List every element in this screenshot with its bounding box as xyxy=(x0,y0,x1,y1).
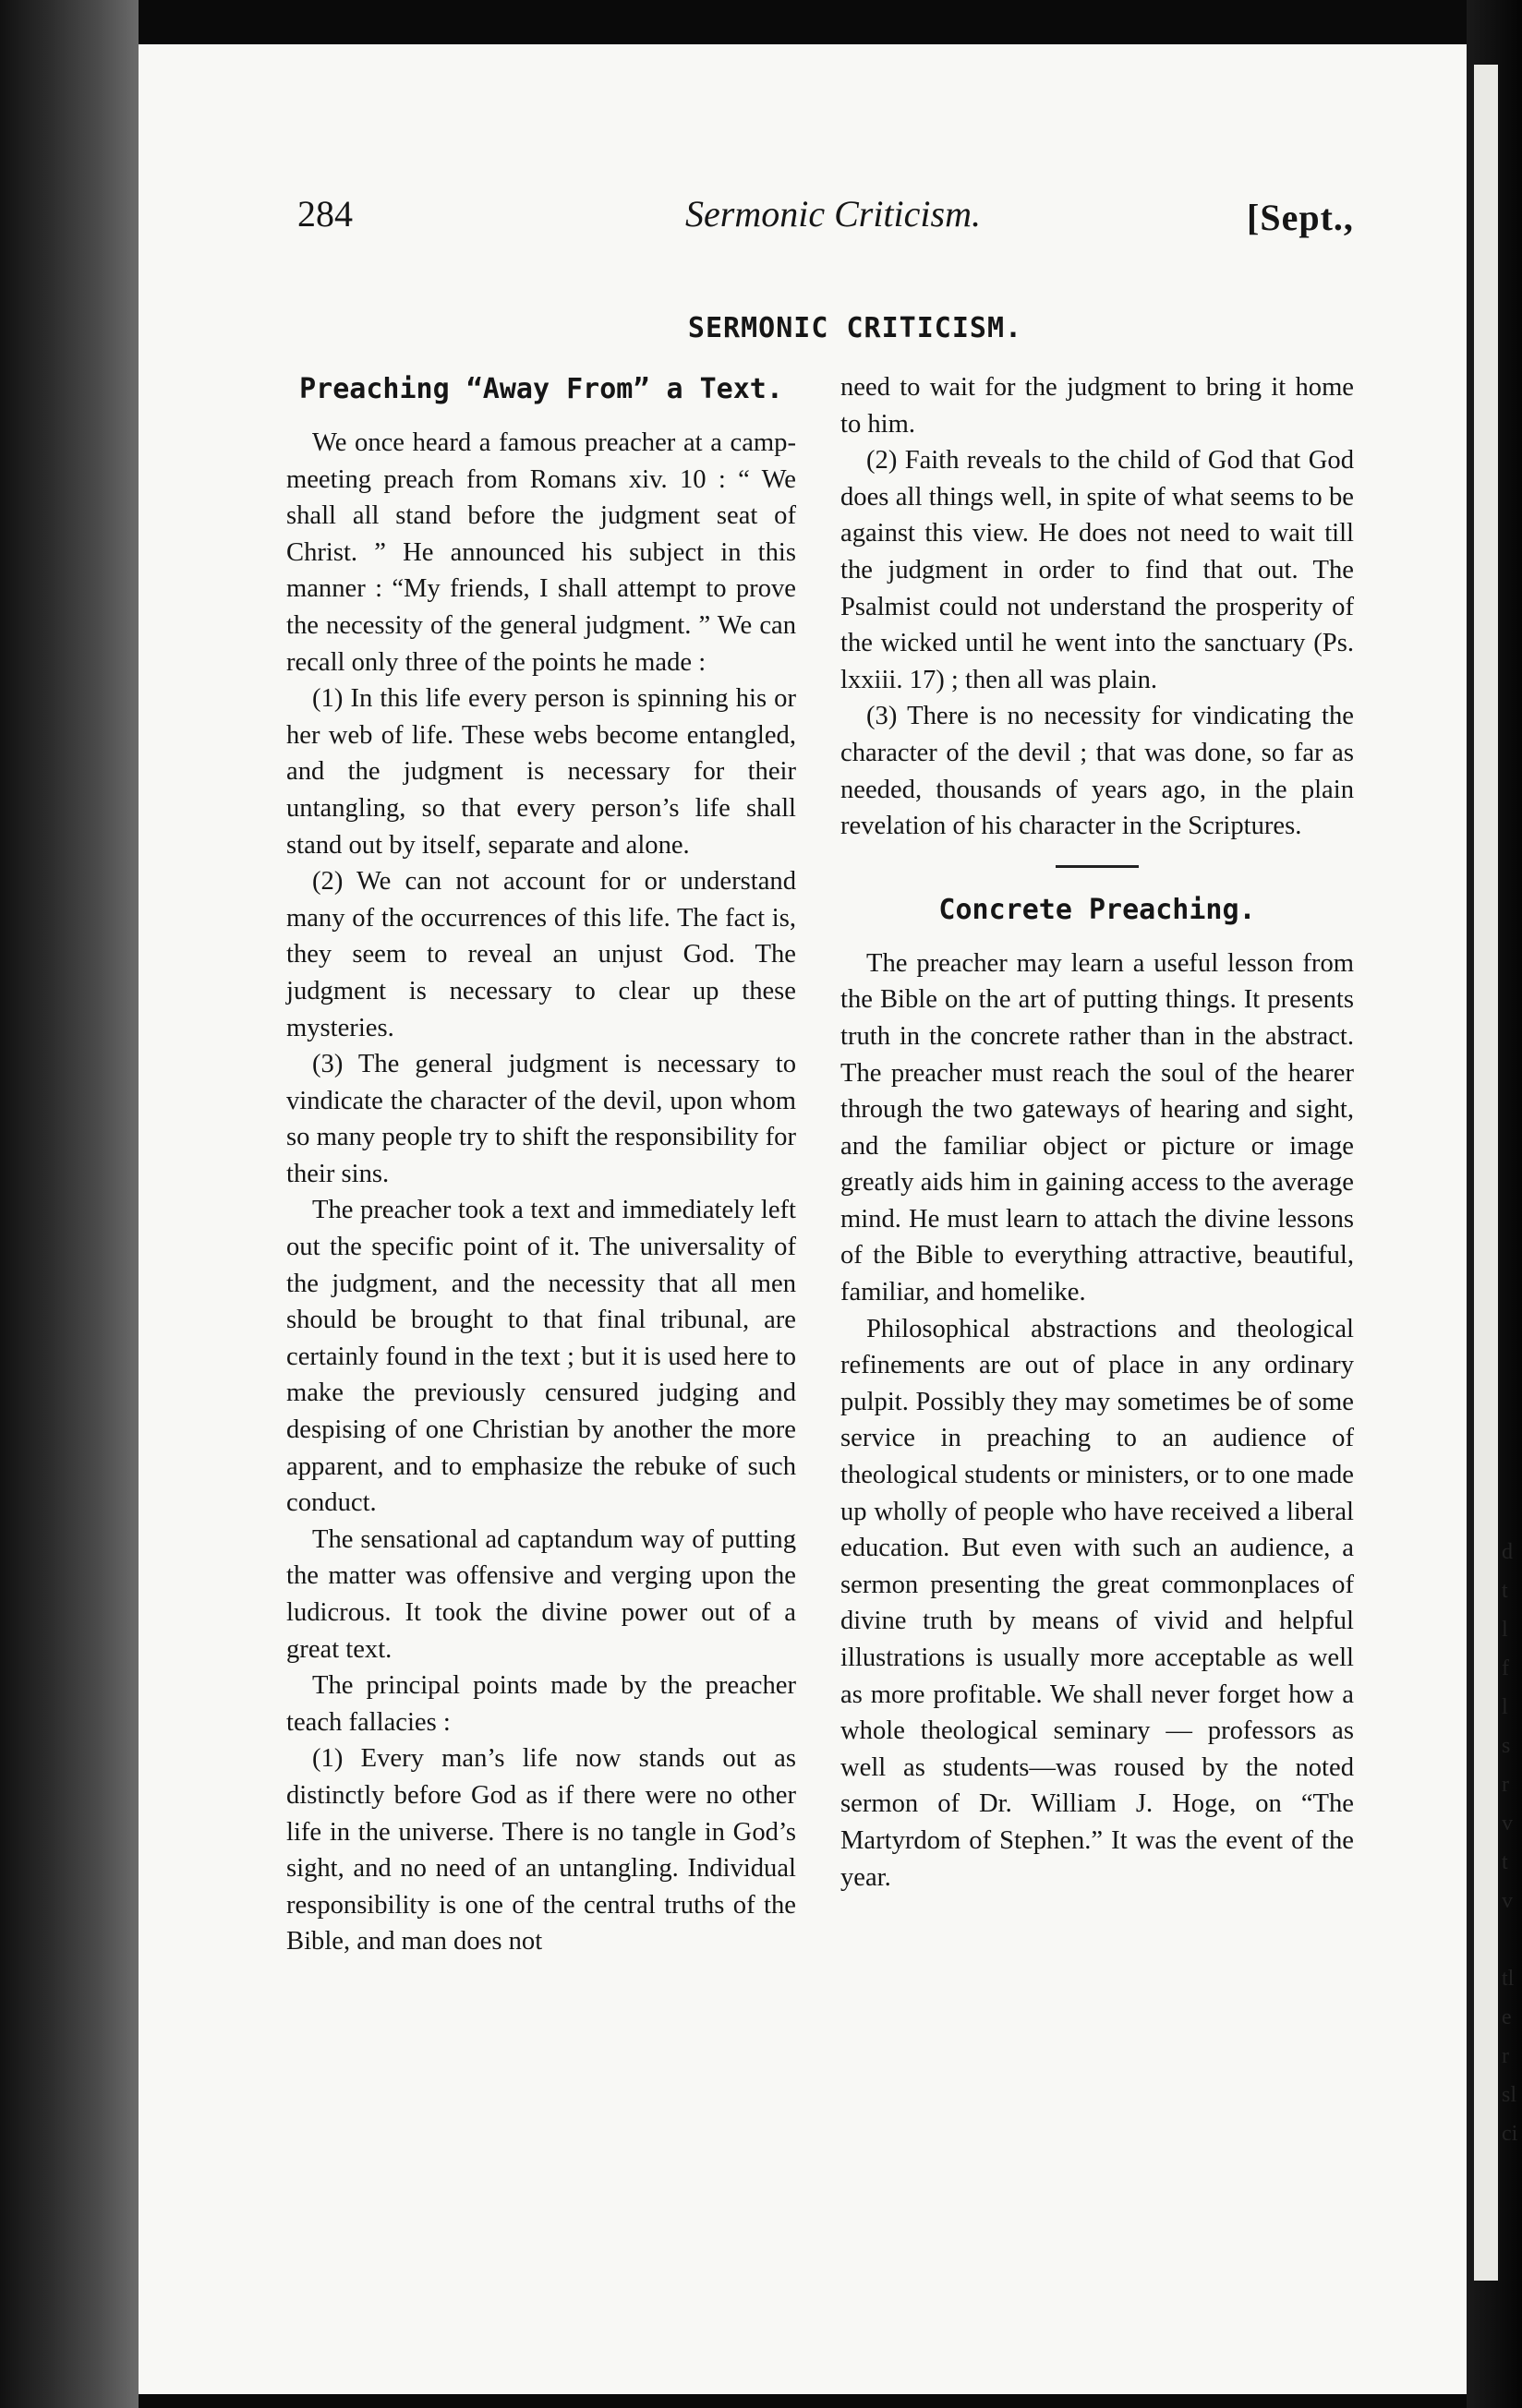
column-right xyxy=(840,369,1354,1896)
edge-fragment: t xyxy=(1502,1579,1508,1603)
section-divider xyxy=(1056,865,1139,868)
scan-left-margin xyxy=(0,0,139,2408)
paragraph: (3) The general judgment is necessary to vindicate the character of the devil, upon whom so many people try to shift the responsibility for their sins. xyxy=(286,1050,796,1188)
page-sheet xyxy=(139,44,1467,2394)
running-month: [Sept., xyxy=(1247,197,1354,238)
paragraph: The preacher may learn a useful lesson from the Bible on the art of putting things. It presents truth in the concrete rather than in the abstract. The preacher must reach the soul of the hearer through the two gateways of hearing and sight, and the familiar object or picture or image greatly aids him in gaining access to the average mind. He must learn to attach the divine lessons of the Bible to everything attractive, beautiful, familiar, and homelike. xyxy=(840,948,1354,1307)
paragraph: (3) There is no necessity for vindicating the character of the devil ; that was done, so far as needed, thousands of years ago, in the plain revelation of his character in the Scriptures. xyxy=(840,702,1354,841)
paragraph: The preacher took a text and immediately left out the specific point of it. The universality of the judgment, and the necessity that all men should be brought to that final tribunal, are certainly found in the text ; but it is used here to make the previously censured judging and despising of one Christian by another the more apparent, and to emphasize the rebuke of such conduct. xyxy=(286,1196,796,1518)
edge-fragment: ci xyxy=(1502,2122,1518,2146)
edge-fragment: sl xyxy=(1502,2083,1517,2107)
edge-fragment: d xyxy=(1502,1540,1513,1564)
page-number: 284 xyxy=(297,193,353,235)
edge-fragment: s xyxy=(1502,1734,1511,1758)
paragraph: The sensational ad captandum way of putting the matter was offensive and verging upon the ludicrous. It took the divine power out of a great text. xyxy=(286,1524,796,1664)
edge-fragment: r xyxy=(1502,1773,1509,1797)
edge-fragment: r xyxy=(1502,2044,1509,2068)
paragraph: (2) Faith reveals to the child of God that God does all things well, in spite of what seems to be against this view. He does not need to wait till the judgment in order to find that out. The Psalmist could not understand the prosperity of the wicked until he went into the sanctuary (Ps. lxxiii. 17) ; then all was plain. xyxy=(840,446,1354,694)
paragraph: Philosophical abstractions and theological refinements are out of place in any ordinary pulpit. Possibly they may sometimes be of some service in preaching to an audience of theological students or ministers, or to one made up wholly of people who have received a liberal education. But even with such an audience, a sermon presenting the great commonplaces of divine truth by means of vivid and helpful illustrations is usually more acceptable as well as more profitable. We shall never forget how a whole theological seminary — professors as well as students—was roused by the noted sermon of Dr. William J. Hoge, on “The Martyrdom of Stephen.” It was the event of the year. xyxy=(840,1314,1354,1892)
edge-fragment: f xyxy=(1502,1656,1509,1680)
paragraph: (1) In this life every person is spinning his or her web of life. These webs become entangled, and the judgment is necessary for their untangling, so that every person’s life shall stand out by itself, separate and alone. xyxy=(286,684,796,860)
section-title: SERMONIC CRITICISM. xyxy=(687,312,1023,344)
edge-fragment: l xyxy=(1502,1618,1508,1642)
running-title: Sermonic Criticism. xyxy=(685,193,981,235)
paragraph: (1) Every man’s life now stands out as distinctly before God as if there were no other life in the universe. There is no tangle in God’s sight, and no need of an untangling. Individual responsibility is one of the central truths of the Bible, and man does not xyxy=(286,1744,796,1956)
edge-fragment xyxy=(1502,1920,1522,1959)
edge-fragment: e xyxy=(1502,2005,1512,2029)
edge-fragment: tl xyxy=(1502,1967,1515,1991)
article-title-concrete-preaching: Concrete Preaching. xyxy=(938,893,1256,926)
column-left xyxy=(286,369,796,1960)
adjacent-page-text-fragments xyxy=(1502,1533,1522,2153)
edge-fragment: v xyxy=(1502,1812,1513,1836)
paragraph: We once heard a famous preacher at a camp-meeting preach from Romans xiv. 10 : “ We shall all stand before the judgment seat of Christ. ” He announced his subject in this manner : “My friends, I shall attempt to prove the necessity of the general judgment. ” We can recall only three of the points he made : xyxy=(286,428,796,677)
running-header xyxy=(139,146,1467,238)
paragraph-continued: need to wait for the judgment to bring it home to him. xyxy=(840,373,1354,439)
article-title-away-from-text: Preaching “Away From” a Text. xyxy=(299,373,783,405)
paragraph: (2) We can not account for or understand many of the occurrences of this life. The fact is, they seem to reveal an unjust God. The judgment is necessary to clear up these mysteries. xyxy=(286,867,796,1042)
edge-fragment: v xyxy=(1502,1889,1513,1913)
paragraph: The principal points made by the preacher teach fallacies : xyxy=(286,1671,796,1737)
edge-fragment: l xyxy=(1502,1695,1508,1719)
adjacent-page-edge xyxy=(1474,65,1498,2281)
edge-fragment: t xyxy=(1502,1850,1508,1874)
